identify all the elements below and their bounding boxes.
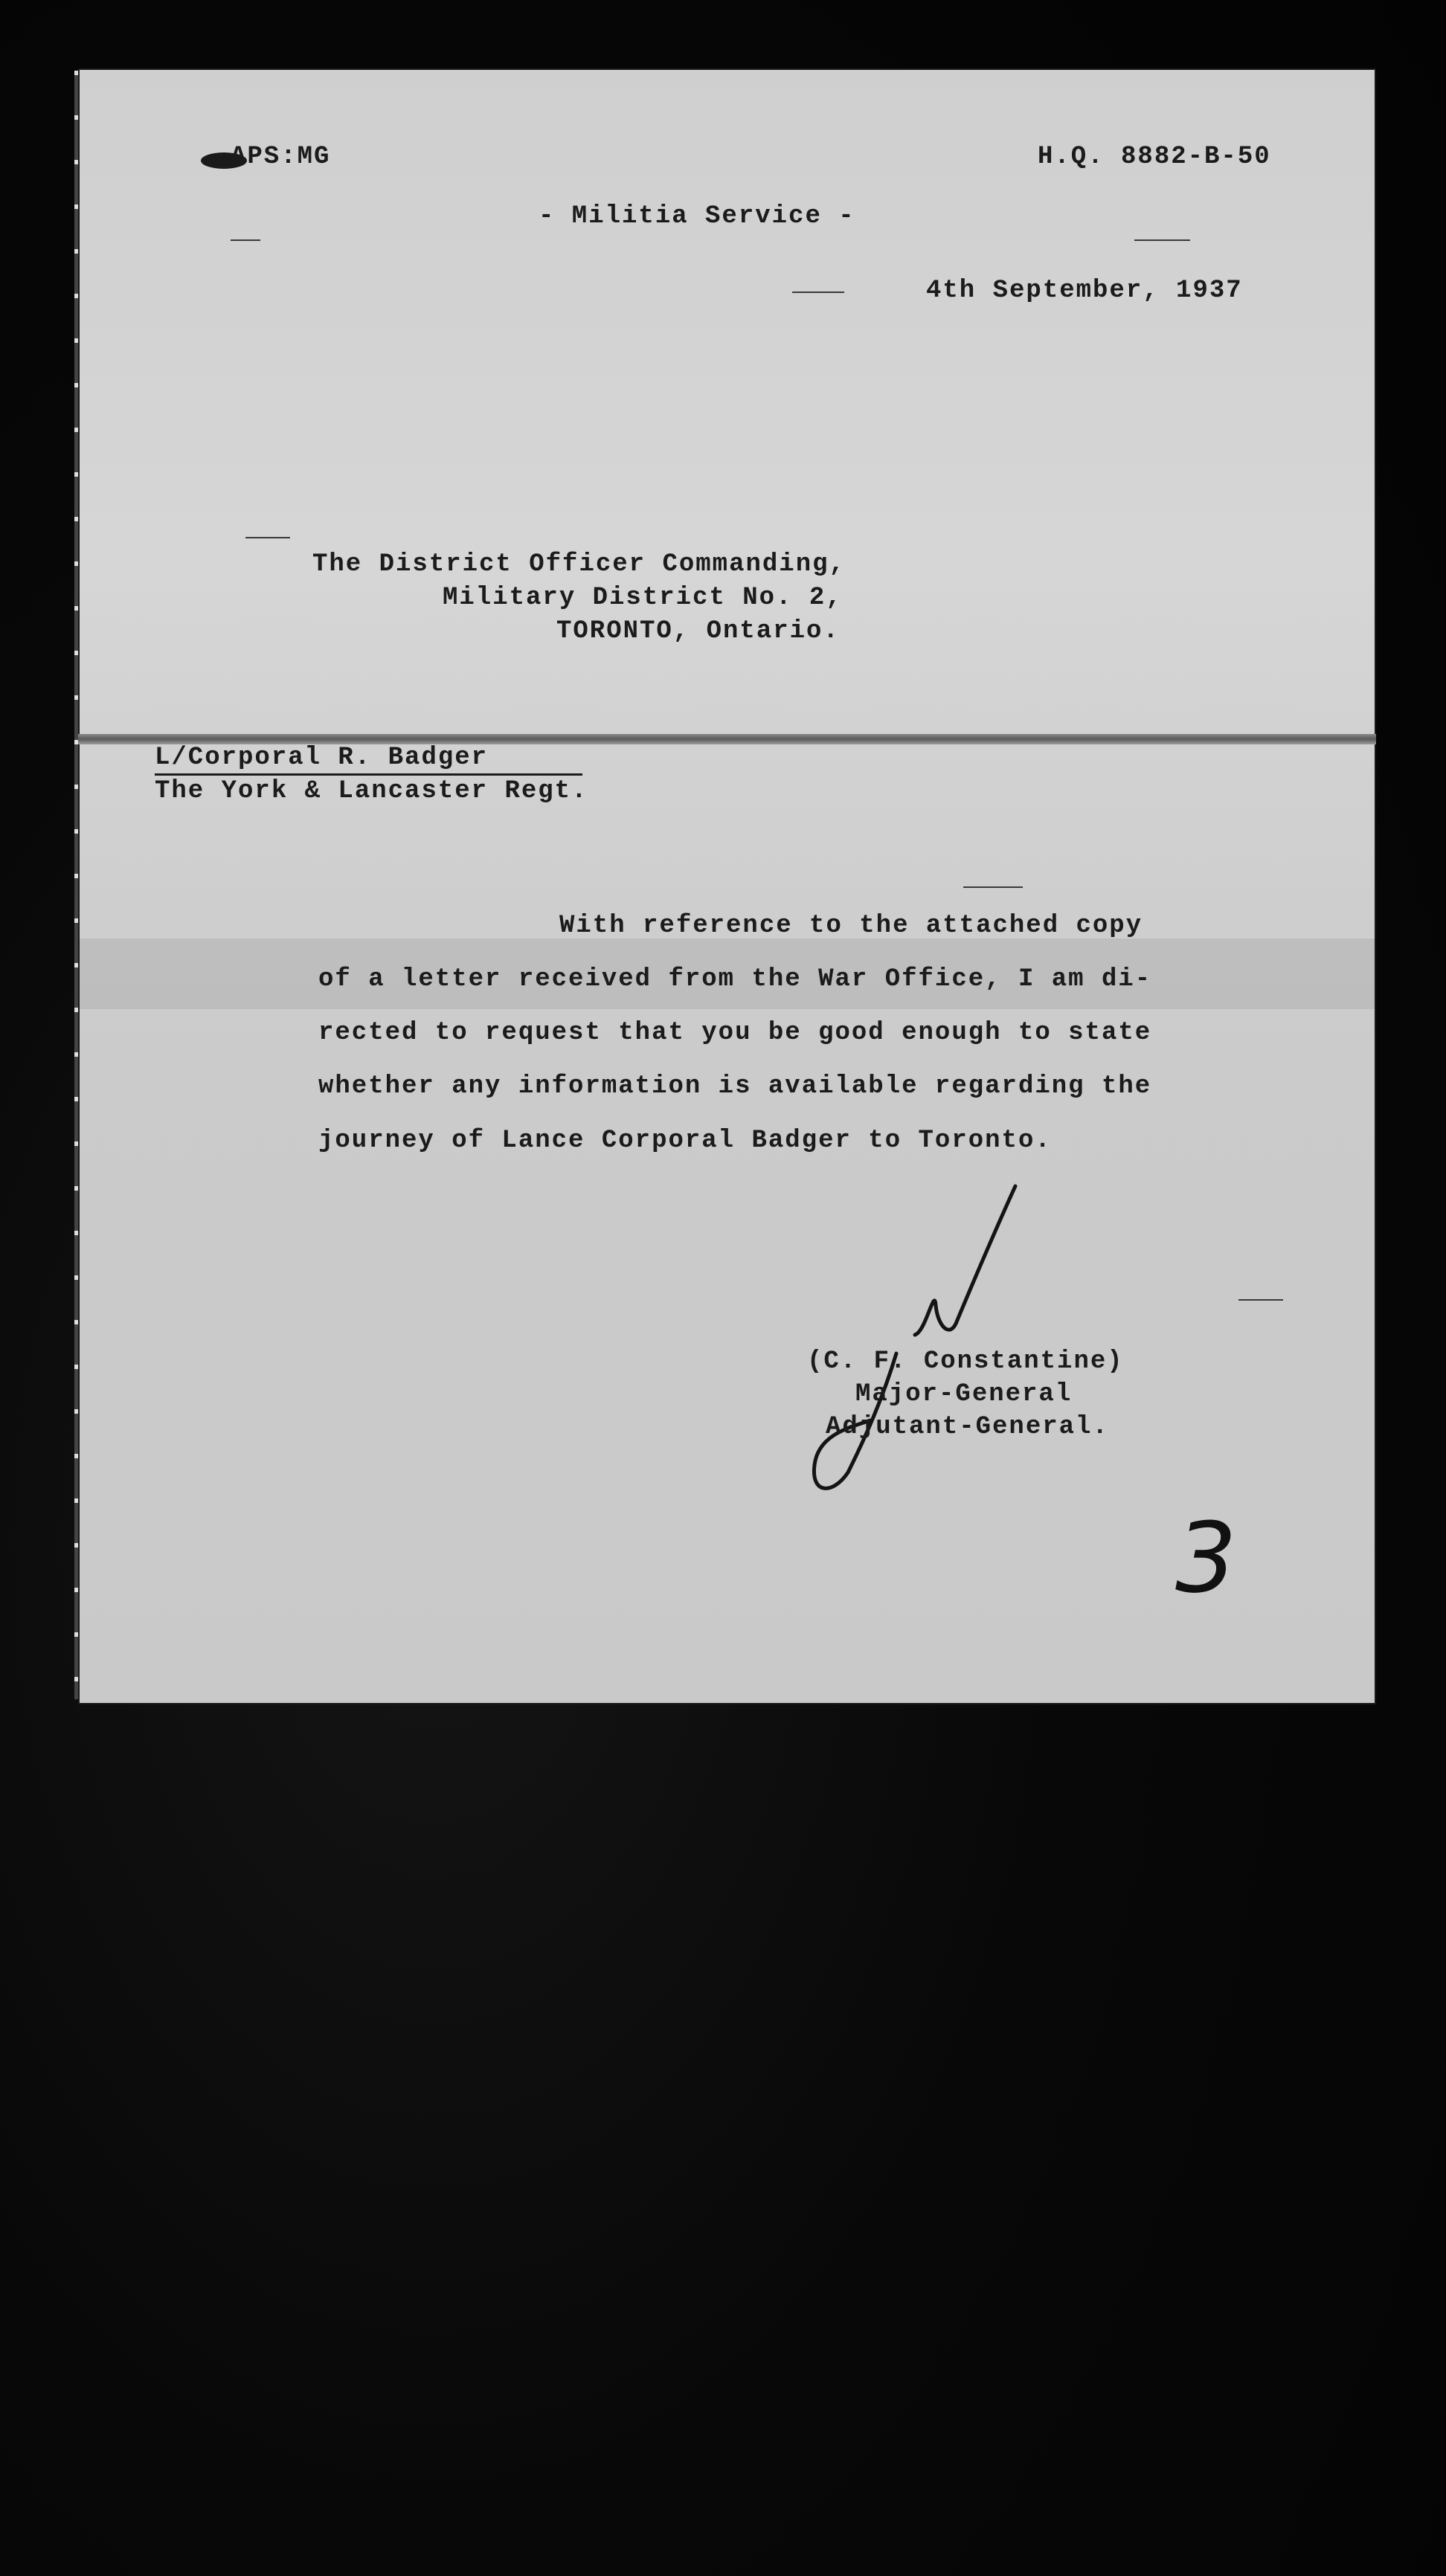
body-line-5: journey of Lance Corporal Badger to Toronto.: [318, 1127, 1052, 1155]
file-reference: APS:MG: [231, 143, 331, 171]
address-line-1: The District Officer Commanding,: [312, 550, 846, 579]
speck: [1238, 1299, 1283, 1301]
speck: [231, 239, 260, 241]
address-line-2: Military District No. 2,: [443, 584, 843, 612]
speck: [792, 292, 844, 293]
service-heading: - Militia Service -: [539, 202, 855, 231]
subject-underline: [155, 773, 582, 776]
signatory-title: Adjutant-General.: [826, 1413, 1109, 1441]
page-fold-line: [78, 734, 1376, 744]
body-line-2: of a letter received from the War Office, I am di-: [318, 965, 1152, 994]
handwritten-signature: [759, 1175, 1041, 1510]
speck: [1134, 239, 1190, 241]
letter-date: 4th September, 1937: [926, 277, 1243, 305]
body-line-1: With reference to the attached copy: [559, 912, 1143, 940]
speck: [963, 886, 1023, 888]
hq-reference: H.Q. 8882-B-50: [1038, 143, 1271, 171]
subject-line-1: L/Corporal R. Badger: [155, 744, 489, 772]
speck: [245, 537, 290, 538]
body-line-4: whether any information is available regarding the: [318, 1072, 1152, 1101]
body-line-3: rected to request that you be good enough to state: [318, 1019, 1152, 1047]
signatory-name: (C. F. Constantine): [807, 1347, 1124, 1376]
subject-line-2: The York & Lancaster Regt.: [155, 777, 588, 805]
folio-number: 3: [1175, 1501, 1237, 1614]
signatory-rank: Major-General: [855, 1380, 1073, 1408]
document-page: [78, 68, 1376, 1704]
address-line-3: TORONTO, Ontario.: [556, 617, 840, 645]
